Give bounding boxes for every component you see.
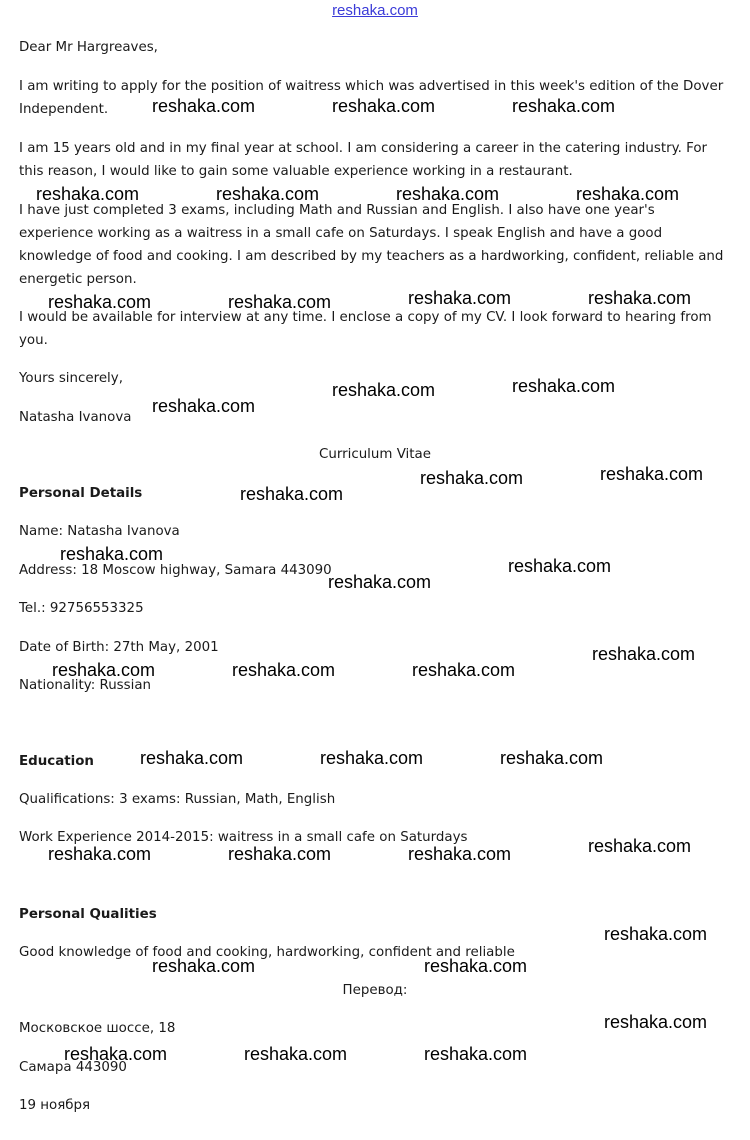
watermark: reshaka.com (328, 572, 432, 592)
cv-qualities-heading: Personal Qualities (19, 907, 157, 922)
translation-label: Перевод: (342, 983, 408, 998)
watermark: reshaka.com (240, 484, 344, 504)
watermark: reshaka.com (412, 660, 516, 680)
watermark: reshaka.com (228, 292, 332, 312)
watermark: reshaka.com (48, 292, 152, 312)
watermark: reshaka.com (408, 288, 512, 308)
cv-nationality: Nationality: Russian (19, 678, 152, 693)
watermark: reshaka.com (600, 464, 704, 484)
watermark: reshaka.com (604, 924, 708, 944)
watermark: reshaka.com (332, 380, 436, 400)
letter-signature: Natasha Ivanova (19, 410, 132, 425)
watermark: reshaka.com (232, 660, 336, 680)
watermark: reshaka.com (332, 96, 436, 116)
translation-line-3: 19 ноября (19, 1098, 91, 1113)
cv-qualifications: Qualifications: 3 exams: Russian, Math, English (19, 792, 336, 807)
letter-closing: Yours sincerely, (19, 371, 123, 386)
watermark: reshaka.com (512, 376, 616, 396)
site-link[interactable]: reshaka.com (332, 2, 418, 19)
watermark: reshaka.com (396, 184, 500, 204)
letter-paragraph-4: I would be available for interview at any time. I enclose a copy of my CV. I look forward to hearing from you. (19, 310, 712, 348)
watermark: reshaka.com (60, 544, 164, 564)
watermark: reshaka.com (592, 644, 696, 664)
watermark: reshaka.com (408, 844, 512, 864)
watermark: reshaka.com (152, 396, 256, 416)
letter-paragraph-2: I am 15 years old and in my final year at school. I am considering a career in the catering industry. For this reason, I would like to gain some valuable experience working in a restaurant. (19, 141, 708, 179)
watermark: reshaka.com (152, 96, 256, 116)
watermark: reshaka.com (152, 956, 256, 976)
letter-paragraph-1: I am writing to apply for the position of waitress which was advertised in this week's edition of the Dover Independent. (19, 79, 724, 117)
translation-line-2: Самара 443090 (19, 1060, 127, 1075)
translation-line-1: Московское шоссе, 18 (19, 1021, 176, 1036)
watermark: reshaka.com (508, 556, 612, 576)
letter-paragraph-3: I have just completed 3 exams, including Math and Russian and English. I also have one year's experience working as a waitress in a small cafe on Saturdays. I speak English and have a good knowledge of food and cooking. I am described by my teachers as a hardworking, confident, reliable and energetic person. (19, 203, 724, 287)
cv-work-experience: Work Experience 2014-2015: waitress in a small cafe on Saturdays (19, 830, 468, 845)
cv-personal-heading: Personal Details (19, 486, 143, 501)
cv-name: Name: Natasha Ivanova (19, 524, 180, 539)
watermark: reshaka.com (48, 844, 152, 864)
cv-dob: Date of Birth: 27th May, 2001 (19, 640, 219, 655)
watermark: reshaka.com (228, 844, 332, 864)
watermark: reshaka.com (52, 660, 156, 680)
cv-tel: Tel.: 92756553325 (19, 601, 144, 616)
watermark: reshaka.com (420, 468, 524, 488)
watermark: reshaka.com (244, 1044, 348, 1064)
cv-title: Curriculum Vitae (319, 447, 431, 462)
cv-qualities: Good knowledge of food and cooking, hardworking, confident and reliable (19, 945, 515, 960)
cv-education-heading: Education (19, 754, 94, 769)
watermark: reshaka.com (424, 956, 528, 976)
watermark: reshaka.com (512, 96, 616, 116)
watermark: reshaka.com (576, 184, 680, 204)
letter-greeting: Dear Mr Hargreaves, (19, 40, 158, 55)
watermark: reshaka.com (588, 288, 692, 308)
watermark: reshaka.com (64, 1044, 168, 1064)
watermark: reshaka.com (320, 748, 424, 768)
cv-address: Address: 18 Moscow highway, Samara 443090 (19, 563, 332, 578)
watermark: reshaka.com (424, 1044, 528, 1064)
watermark: reshaka.com (604, 1012, 708, 1032)
watermark: reshaka.com (500, 748, 604, 768)
watermark: reshaka.com (36, 184, 140, 204)
watermark: reshaka.com (140, 748, 244, 768)
watermark: reshaka.com (216, 184, 320, 204)
watermark: reshaka.com (588, 836, 692, 856)
